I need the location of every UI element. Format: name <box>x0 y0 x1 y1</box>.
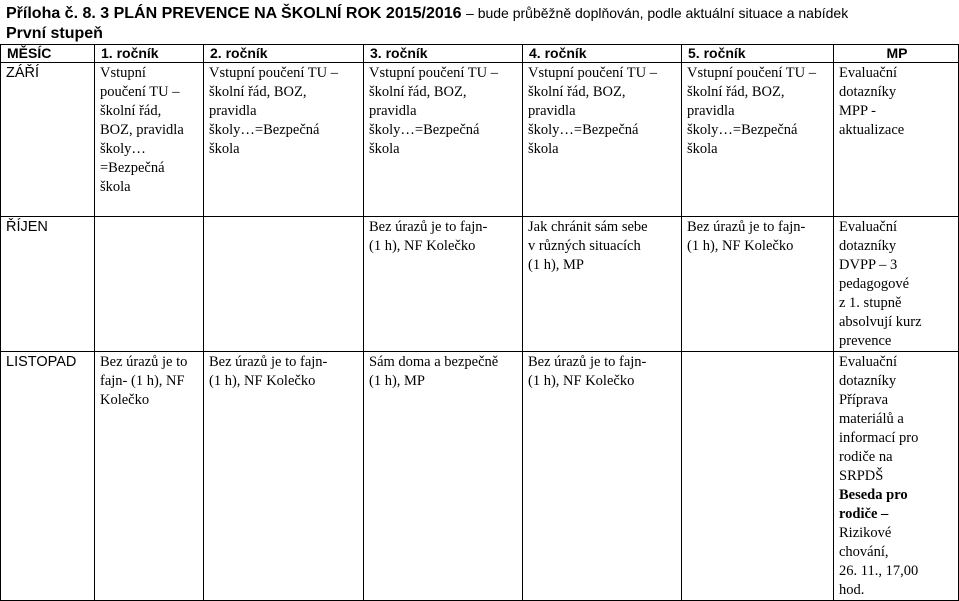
table-cell <box>682 352 834 601</box>
table-cell: Evaluační dotazníky DVPP – 3 pedagogové z 1. stupně absolvují kurz prevence <box>834 217 959 352</box>
month-cell: LISTOPAD <box>1 352 95 601</box>
table-cell <box>95 217 204 352</box>
column-header-grade-5: 5. ročník <box>682 45 834 63</box>
table-cell: Bez úrazů je to fajn- (1 h), NF Kolečko <box>364 217 523 352</box>
title-note: – bude průběžně doplňován, podle aktuální situace a nabídek <box>466 5 849 21</box>
column-header-grade-2: 2. ročník <box>204 45 364 63</box>
table-cell: Evaluační dotazníky MPP - aktualizace <box>834 63 959 217</box>
table-row <box>1 217 959 352</box>
column-header-grade-4: 4. ročník <box>523 45 682 63</box>
table-cell: Bez úrazů je to fajn- (1 h), NF Kolečko <box>523 352 682 601</box>
table-cell: Vstupní poučení TU – školní řád, BOZ, pravidla školy…=Bezpečná škola <box>682 63 834 217</box>
table-cell: Vstupní poučení TU – školní řád, BOZ, pravidla školy…=Bezpečná škola <box>523 63 682 217</box>
mp-parents-meeting-title: Beseda pro rodiče – <box>839 487 908 522</box>
table-cell: Vstupní poučení TU – školní řád, BOZ, pravidla školy…=Bezpečná škola <box>204 63 364 217</box>
column-header-grade-1: 1. ročník <box>95 45 204 63</box>
table-cell: Bez úrazů je to fajn- (1 h), NF Kolečko <box>95 352 204 601</box>
table-cell: Jak chránit sám sebe v různých situacích (1 h), MP <box>523 217 682 352</box>
table-row <box>1 352 959 601</box>
column-header-month: MĚSÍC <box>1 45 95 63</box>
mp-evaluation-text: Evaluační dotazníky Příprava materiálů a informací pro rodiče na SRPDŠ <box>839 354 919 484</box>
column-header-grade-3: 3. ročník <box>364 45 523 63</box>
table-header-row <box>1 45 959 63</box>
column-header-mp: MP <box>834 45 959 63</box>
table-cell: Vstupní poučení TU – školní řád, BOZ, pravidla školy…=Bezpečná škola <box>364 63 523 217</box>
table-cell: Bez úrazů je to fajn- (1 h), NF Kolečko <box>682 217 834 352</box>
title-main: Příloha č. 8. 3 PLÁN PREVENCE NA ŠKOLNÍ ROK 2015/2016 <box>6 5 462 22</box>
document-title <box>6 3 956 24</box>
table-cell <box>204 217 364 352</box>
month-cell: ZÁŘÍ <box>1 63 95 217</box>
table-cell: Sám doma a bezpečně (1 h), MP <box>364 352 523 601</box>
month-cell: ŘÍJEN <box>1 217 95 352</box>
prevention-plan-table <box>0 44 959 601</box>
document-subtitle: První stupeň <box>6 25 103 42</box>
table-cell: Vstupní poučení TU – školní řád, BOZ, pravidla školy… =Bezpečná škola <box>95 63 204 217</box>
table-cell-mp <box>834 352 959 601</box>
mp-parents-meeting-details: Rizikové chování, 26. 11., 17,00 hod. <box>839 525 919 598</box>
table-row <box>1 63 959 217</box>
table-cell: Bez úrazů je to fajn- (1 h), NF Kolečko <box>204 352 364 601</box>
